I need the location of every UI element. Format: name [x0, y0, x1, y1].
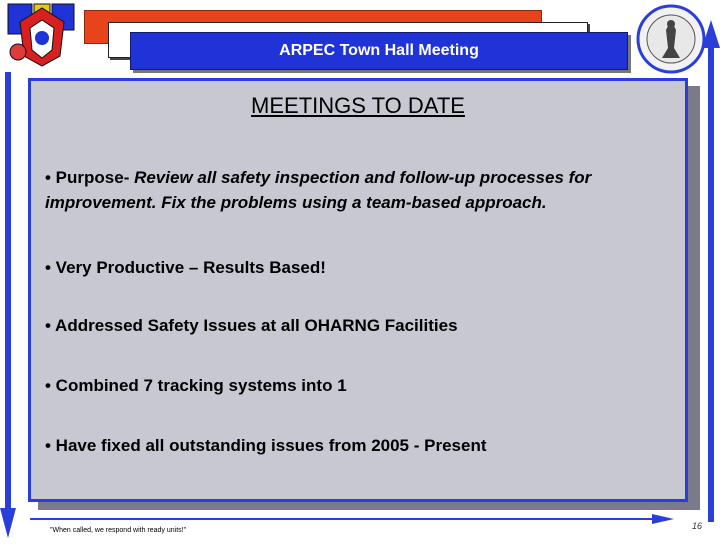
bullet-purpose [45, 165, 685, 215]
header-banner-blue [130, 32, 628, 70]
bullet-purpose-prefix: • Purpose- [45, 168, 135, 187]
footer-motto: "When called, we respond with ready units!" [50, 527, 187, 534]
footer-line [30, 518, 664, 520]
page-number: 16 [692, 521, 703, 531]
footer-arrow-icon [652, 511, 674, 527]
bullet-outstanding-issues: • Have fixed all outstanding issues from 2005 - Present [45, 436, 487, 455]
bullet-tracking-systems: • Combined 7 tracking systems into 1 [45, 376, 347, 395]
right-vertical-arrow [702, 20, 720, 524]
bullet-productive: • Very Productive – Results Based! [45, 258, 326, 277]
national-guard-seal-icon [636, 4, 706, 74]
bullet-safety-issues: • Addressed Safety Issues at all OHARNG Facilities [45, 316, 458, 335]
header-title: ARPEC Town Hall Meeting [279, 42, 479, 59]
content-panel [28, 78, 688, 502]
bullet-purpose-text: Review all safety inspection and follow-up processes for improvement. Fix the problems using a team-based approach. [45, 168, 592, 212]
unit-crest-icon [6, 2, 78, 68]
left-vertical-arrow [0, 72, 16, 540]
slide-title: MEETINGS TO DATE [251, 93, 465, 118]
